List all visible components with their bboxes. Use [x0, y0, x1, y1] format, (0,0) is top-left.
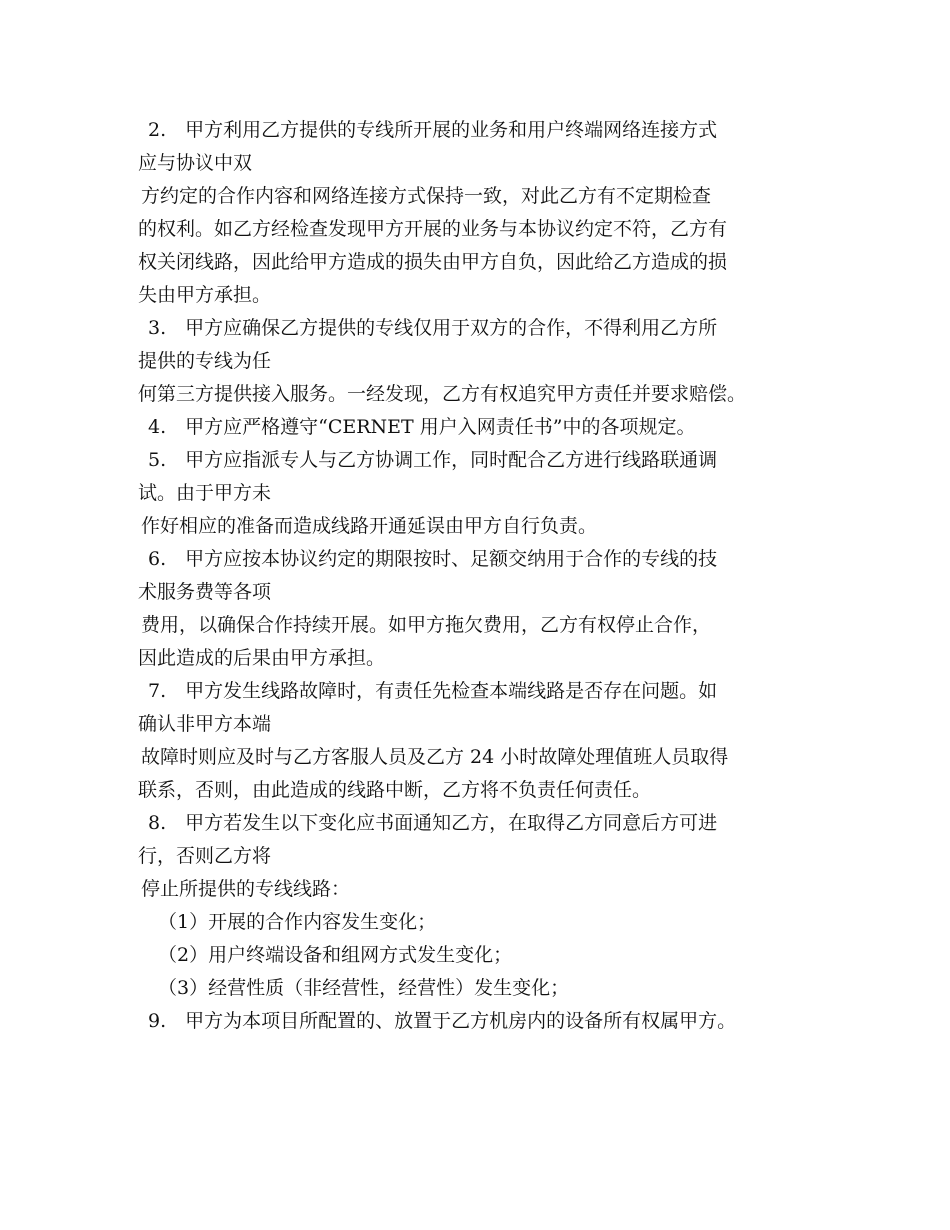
- clause-7-line-3: 故障时则应及时与乙方客服人员及乙方 24 小时故障处理值班人员取得: [141, 746, 729, 768]
- clause-2-line-1: 2. 甲方利用乙方提供的专线所开展的业务和用户终端网络连接方式: [148, 119, 718, 141]
- clause-6-line-2: 术服务费等各项: [138, 581, 272, 603]
- clause-8-line-3: 停止所提供的专线线路：: [141, 878, 351, 900]
- clause-2-line-4: 的权利。如乙方经检查发现甲方开展的业务与本协议约定不符，乙方有: [138, 218, 728, 240]
- clause-6-line-4: 因此造成的后果由甲方承担。: [138, 647, 386, 669]
- clause-5-line-1: 5. 甲方应指派专人与乙方协调工作，同时配合乙方进行线路联通调: [148, 449, 718, 471]
- clause-8-item-3: （3）经营性质（非经营性，经营性）发生变化；: [158, 977, 570, 999]
- clause-4-line-1: 4. 甲方应严格遵守“CERNET 用户入网责任书”中的各项规定。: [148, 416, 696, 438]
- clause-5-line-3: 作好相应的准备而造成线路开通延误由甲方自行负责。: [141, 515, 598, 537]
- clause-2-line-5: 权关闭线路，因此给甲方造成的损失由甲方自负，因此给乙方造成的损: [138, 251, 728, 273]
- clause-6-line-3: 费用，以确保合作持续开展。如甲方拖欠费用，乙方有权停止合作，: [141, 614, 712, 636]
- clause-9-line-1: 9. 甲方为本项目所配置的、放置于乙方机房内的设备所有权属甲方。: [148, 1010, 737, 1032]
- clause-8-line-2: 行，否则乙方将: [138, 845, 272, 867]
- clause-3-line-3: 何第三方提供接入服务。一经发现，乙方有权追究甲方责任并要求赔偿。: [138, 383, 747, 405]
- clause-8-line-1: 8. 甲方若发生以下变化应书面通知乙方，在取得乙方同意后方可进: [148, 812, 718, 834]
- clause-3-line-1: 3. 甲方应确保乙方提供的专线仅用于双方的合作，不得利用乙方所: [148, 317, 718, 339]
- clause-6-line-1: 6. 甲方应按本协议约定的期限按时、足额交纳用于合作的专线的技: [148, 548, 718, 570]
- clause-8-item-2: （2）用户终端设备和组网方式发生变化；: [158, 944, 513, 966]
- clause-2-line-2: 应与协议中双: [138, 152, 253, 174]
- clause-8-item-1: （1）开展的合作内容发生变化；: [158, 911, 437, 933]
- clause-5-line-2: 试。由于甲方未: [138, 482, 272, 504]
- clause-2-line-3: 方约定的合作内容和网络连接方式保持一致，对此乙方有不定期检查: [141, 185, 712, 207]
- clause-7-line-1: 7. 甲方发生线路故障时，有责任先检查本端线路是否存在问题。如: [148, 680, 718, 702]
- clause-2-line-6: 失由甲方承担。: [138, 284, 272, 306]
- clause-7-line-2: 确认非甲方本端: [138, 713, 272, 735]
- clause-7-line-4: 联系，否则，由此造成的线路中断，乙方将不负责任何责任。: [138, 779, 652, 801]
- clause-3-line-2: 提供的专线为任: [138, 350, 272, 372]
- document-text: [138, 114, 838, 1038]
